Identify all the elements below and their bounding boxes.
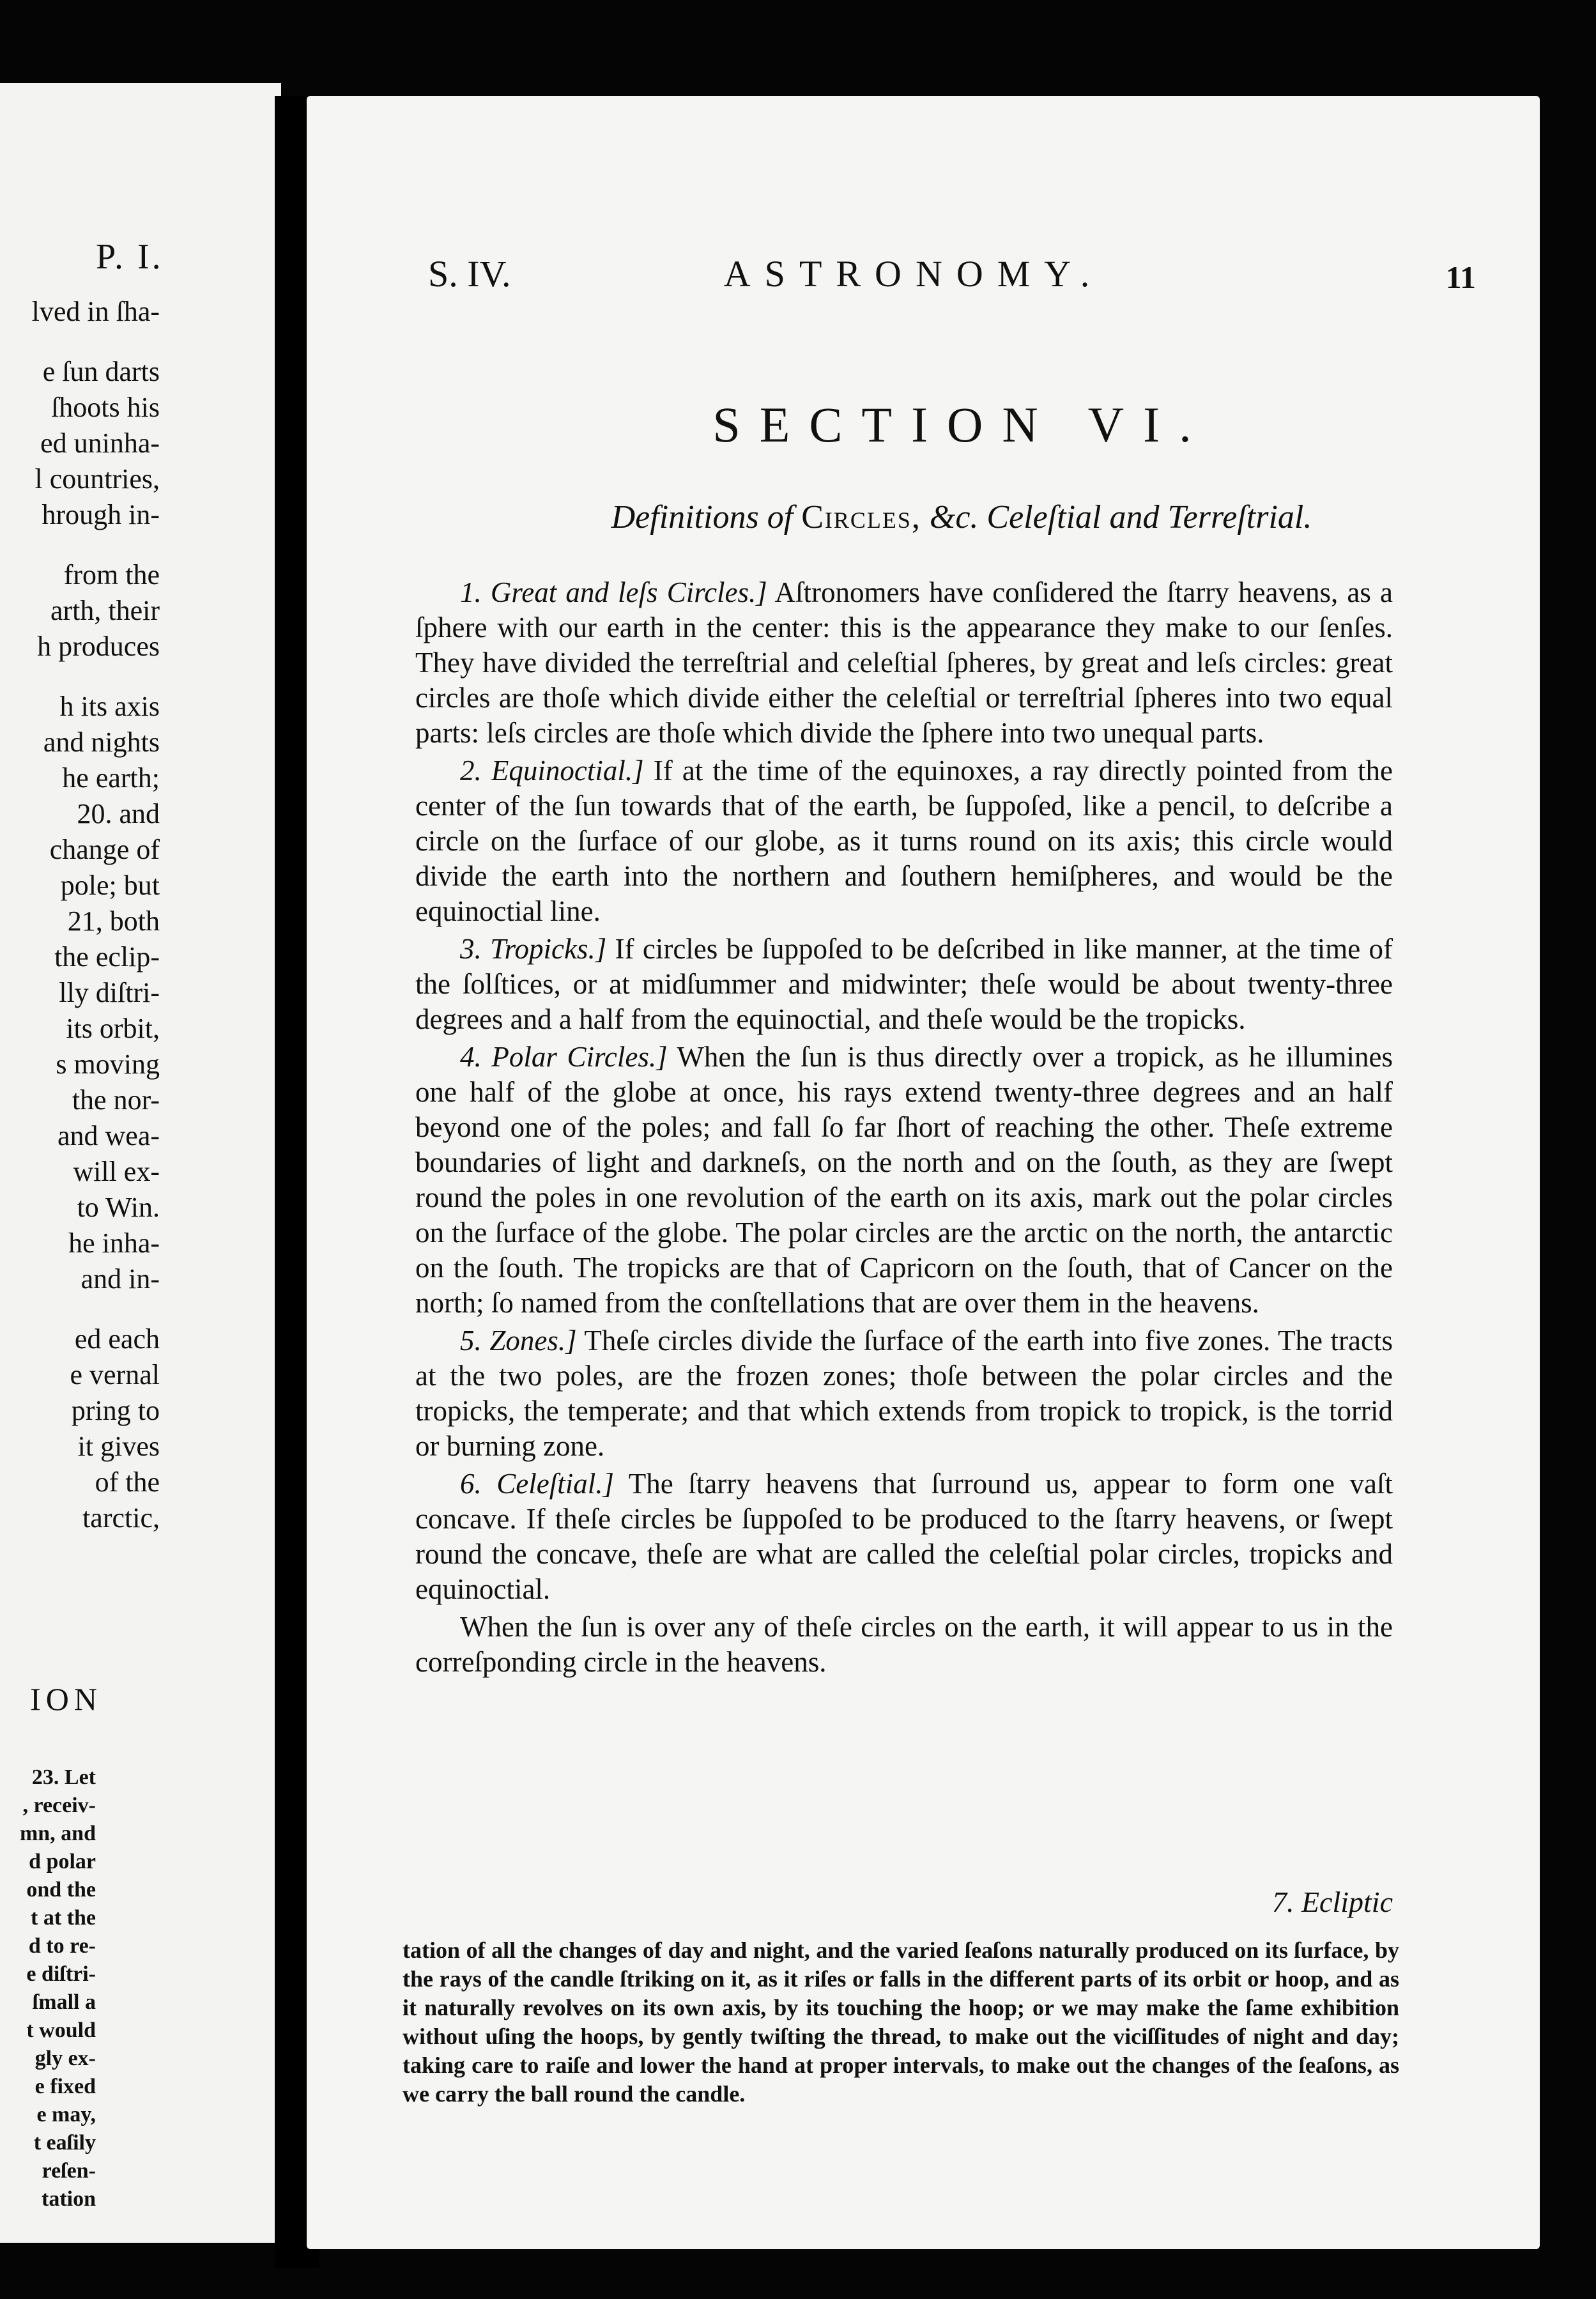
left-footnote-line: t at the bbox=[31, 1906, 96, 1930]
left-page-line: the nor- bbox=[72, 1084, 160, 1116]
left-footnote-line: e may, bbox=[36, 2103, 96, 2126]
left-footnote-line: tation bbox=[42, 2187, 96, 2211]
subtitle-caps: Circles, bbox=[801, 499, 921, 535]
left-page-line: ſhoots his bbox=[51, 392, 160, 423]
subtitle-pre: Definitions of bbox=[611, 499, 802, 535]
left-page-line: 21, both bbox=[67, 905, 160, 937]
left-footnote-line: 23. Let bbox=[31, 1765, 96, 1789]
left-footnote-line: t would bbox=[26, 2018, 96, 2042]
paragraph-label: 1. Great and leſs Circles.] bbox=[460, 576, 767, 608]
paragraph bbox=[415, 1040, 1393, 1321]
running-head bbox=[428, 252, 1476, 304]
paragraph bbox=[415, 1466, 1393, 1607]
running-head-title: ASTRONOMY. bbox=[723, 253, 1104, 295]
paragraph-label: 6. Celeſtial.] bbox=[460, 1468, 615, 1500]
left-page-line: and wea- bbox=[57, 1120, 160, 1151]
left-page-line: will ex- bbox=[73, 1156, 160, 1187]
left-footnote-line: reſen- bbox=[42, 2159, 96, 2183]
left-page-line: change of bbox=[49, 834, 160, 865]
left-footnote-line: d polar bbox=[29, 1850, 96, 1873]
left-page-line: of the bbox=[95, 1466, 160, 1498]
left-footnote-line: ſmall a bbox=[32, 1990, 96, 2014]
left-page-footnote bbox=[0, 1764, 96, 2213]
left-page-line: lved in ſha- bbox=[31, 296, 160, 327]
paragraph-text: The ſtarry heavens that ſurround us, appear to form one vaſt concave. If theſe circles be ſuppoſed to be produced to the ſtarry heavens, or ſwept round the concave, theſe are what are called the celeſtial polar circles, tropicks and equinoctial. bbox=[415, 1468, 1393, 1605]
left-page-line: he earth; bbox=[62, 762, 160, 794]
left-footnote-line: t eaſily bbox=[33, 2131, 96, 2155]
paragraph bbox=[415, 1323, 1393, 1464]
left-footnote-line: mn, and bbox=[19, 1822, 96, 1845]
section-title: SECTION VI. bbox=[712, 397, 1211, 452]
paragraph bbox=[415, 1610, 1393, 1680]
paragraph bbox=[415, 932, 1393, 1037]
left-page-line: hrough in- bbox=[42, 499, 160, 530]
left-footnote-line: e fixed bbox=[35, 2075, 96, 2098]
left-page-line: 20. and bbox=[77, 798, 160, 829]
left-page-line: s moving bbox=[56, 1049, 160, 1080]
left-page-line: lly diſtri- bbox=[59, 977, 160, 1008]
left-page-line: e ſun darts bbox=[42, 356, 160, 387]
left-page-line: its orbit, bbox=[66, 1013, 160, 1044]
body-text bbox=[415, 575, 1393, 1682]
left-page-heading: ION bbox=[30, 1681, 102, 1717]
left-page-line: and nights bbox=[43, 727, 160, 758]
left-page-line: ed uninha- bbox=[40, 427, 160, 459]
left-page-line: e vernal bbox=[70, 1359, 160, 1390]
footnote: tation of all the changes of day and night, and the varied ſeaſons naturally produced on its ſurface, by the rays of the candle ſtriking on it, as it riſes or falls in the different parts of its orbit or hoop, and as it naturally revolves on its own axis, by its touching the hoop; or we may make the ſame exhibition without uſing the hoops, by gently twiſting the thread, to make out the viciſſitudes of night and day; taking care to raiſe and lower the hand at proper intervals, to make out the changes of the ſeaſons, as we carry the ball round the candle. bbox=[403, 1937, 1399, 2107]
left-page-line: ed each bbox=[74, 1323, 160, 1355]
page-number: 11 bbox=[1445, 259, 1476, 295]
paragraph-label: 5. Zones.] bbox=[460, 1325, 577, 1357]
subtitle-post: &c. Celeſtial and Terreſtrial. bbox=[921, 499, 1312, 535]
paragraph bbox=[415, 753, 1393, 929]
paragraph-text: Aſtronomers have conſidered the ſtarry heavens, as a ſphere with our earth in the center: this is the appearance they make to our ſenſes. They have divided the terreſtrial and celeſtial ſpheres, by great and leſs circles: great circles are thoſe which divide either the celeſtial or terreſtrial ſpheres into two equal parts: leſs circles are thoſe which divide the ſphere into two unequal parts. bbox=[415, 576, 1393, 749]
left-page-line: h its axis bbox=[59, 691, 160, 722]
paragraph-text: Theſe circles divide the ſurface of the earth into five zones. The tracts at the two poles, are the frozen zones; thoſe between the polar circles and the tropicks, the temperate; and that which extends from tropick to tropick, is the torrid or burning zone. bbox=[415, 1325, 1393, 1462]
paragraph-text: When the ſun is thus directly over a tropick, as he illumines one half of the globe at once, his rays extend twenty-three degrees and an half beyond one of the poles; and fall ſo far ſhort of reaching the other. Theſe extreme boundaries of light and darkneſs, on the north and on the ſouth, as they are ſwept round the poles in one revolution of the earth on its axis, mark out the polar circles on the ſurface of the globe. The polar circles are the arctic on the north, the antarctic on the ſouth. The tropicks are that of Capricorn on the ſouth, that of Cancer on the north; ſo named from the conſtellations that are over them in the heavens. bbox=[415, 1041, 1393, 1319]
left-footnote-line: d to re- bbox=[28, 1934, 96, 1958]
paragraph-label: 2. Equinoctial.] bbox=[460, 755, 644, 787]
left-page-line: it gives bbox=[77, 1431, 160, 1462]
left-page-header: P. I. bbox=[96, 237, 164, 277]
left-page-line: pring to bbox=[71, 1395, 160, 1426]
paragraph-label: 3. Tropicks.] bbox=[460, 933, 607, 965]
paragraph bbox=[415, 575, 1393, 751]
paragraph-text: If at the time of the equinoxes, a ray directly pointed from the center of the ſun towards that of the earth, be ſuppoſed, like a pencil, to deſcribe a circle on the ſurface of our globe, as it turns round on its axis; this circle would divide the earth into the northern and ſouthern hemiſpheres, and would be the equinoctial line. bbox=[415, 755, 1393, 927]
left-footnote-line: e diſtri- bbox=[26, 1962, 96, 1986]
left-page-line: to Win. bbox=[77, 1192, 160, 1223]
paragraph-text: When the ſun is over any of theſe circles on the earth, it will appear to us in the correſponding circle in the heavens. bbox=[415, 1611, 1393, 1678]
left-footnote-line: , receiv- bbox=[22, 1794, 96, 1817]
left-facing-page bbox=[0, 83, 281, 2243]
left-footnote-line: gly ex- bbox=[35, 2047, 96, 2070]
left-page-line: and in- bbox=[81, 1263, 160, 1295]
paragraph-text: If circles be ſuppoſed to be deſcribed in like manner, at the time of the ſolſtices, or at midſummer and midwinter; theſe would be about twenty-three degrees and a half from the equinoctial, and theſe would be the tropicks. bbox=[415, 933, 1393, 1035]
left-page-line: the eclip- bbox=[54, 941, 160, 973]
left-page-line: he inha- bbox=[68, 1227, 160, 1259]
left-page-line: tarctic, bbox=[82, 1502, 160, 1534]
paragraph-label: 4. Polar Circles.] bbox=[460, 1041, 668, 1073]
section-subtitle bbox=[383, 498, 1540, 536]
left-page-line: pole; but bbox=[60, 870, 160, 901]
left-footnote-line: ond the bbox=[26, 1878, 96, 1902]
left-page-line: arth, their bbox=[50, 595, 160, 626]
running-head-section: S. IV. bbox=[428, 253, 511, 295]
left-page-line: h produces bbox=[37, 631, 160, 662]
left-page-line: l countries, bbox=[35, 463, 160, 495]
main-page bbox=[307, 96, 1540, 2249]
catchword: 7. Ecliptic bbox=[1271, 1886, 1393, 1918]
left-page-line: from the bbox=[63, 559, 160, 590]
